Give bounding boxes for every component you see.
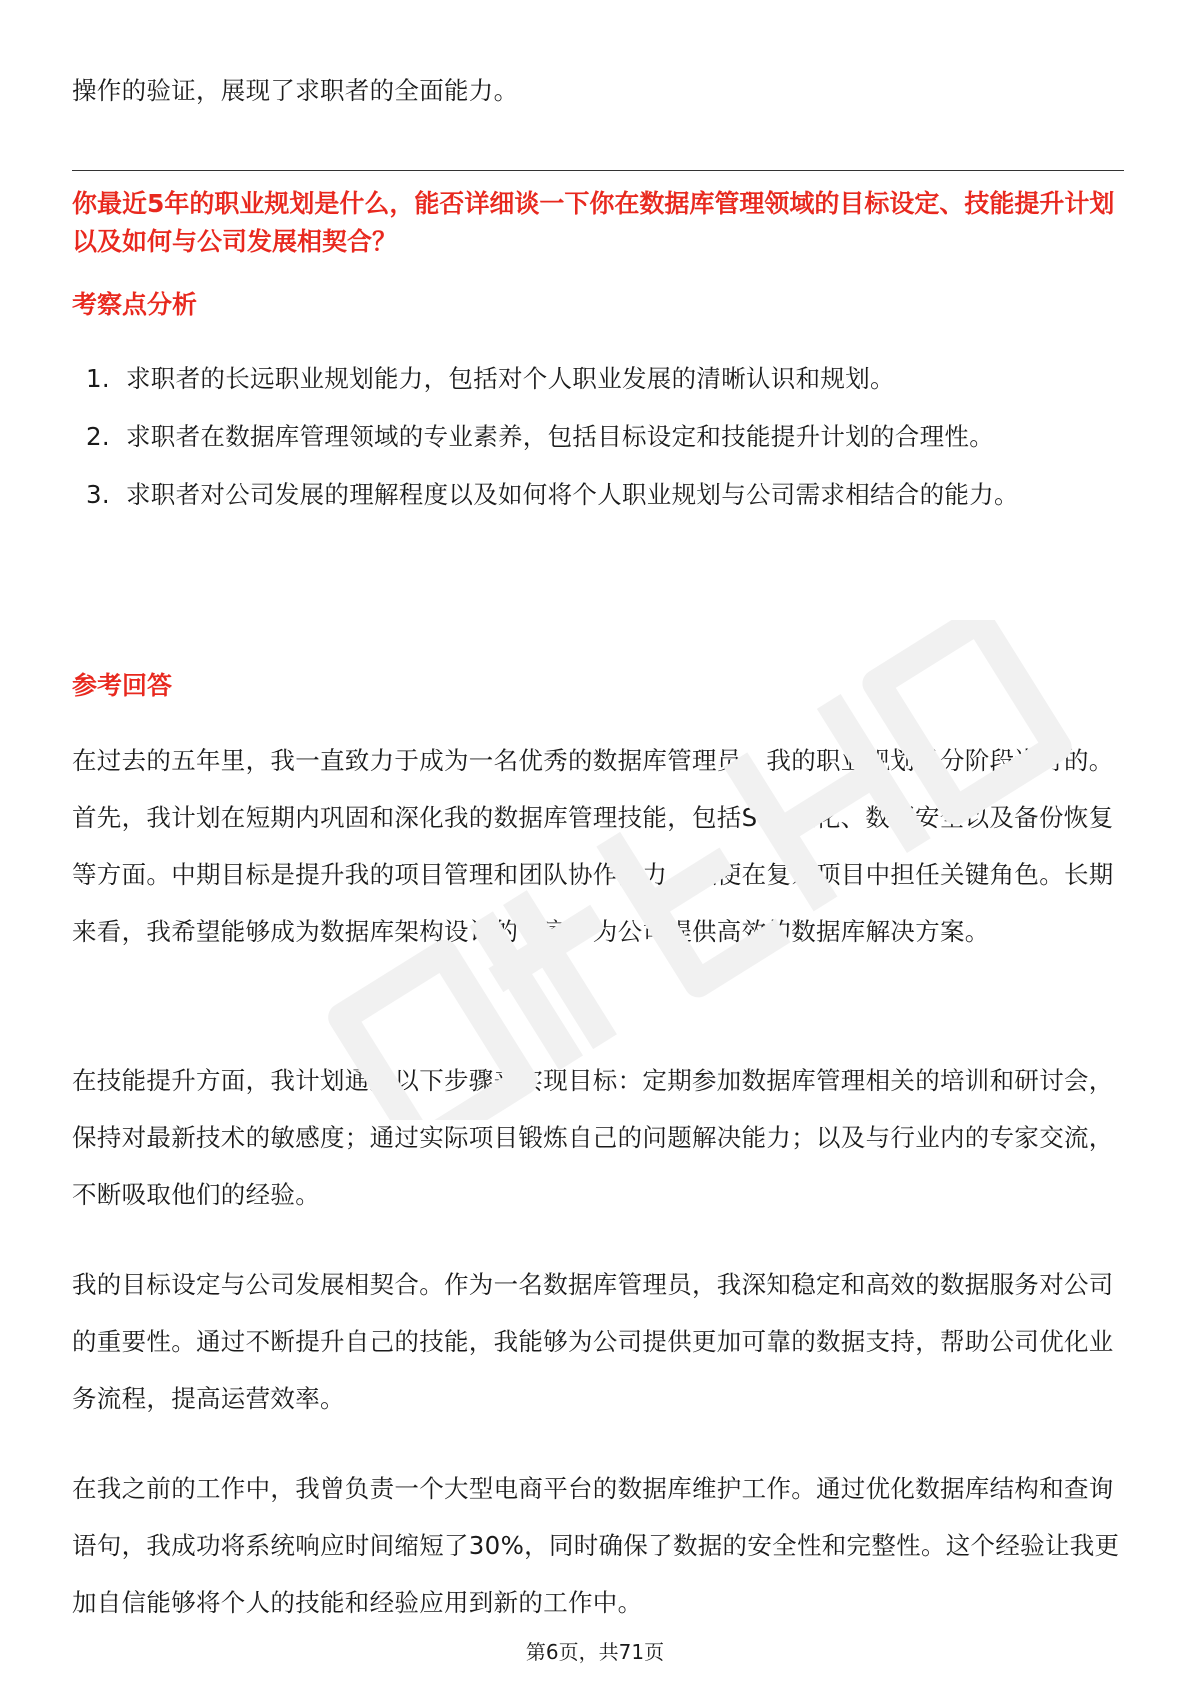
list-item <box>72 408 1124 466</box>
list-item-number: 1. <box>86 364 110 393</box>
list-item-number: 2. <box>86 422 110 451</box>
lead-paragraph: 操作的验证，展现了求职者的全面能力。 <box>72 76 519 105</box>
analysis-title: 考察点分析 <box>72 290 198 319</box>
answer-paragraph: 在技能提升方面，我计划通过以下步骤来实现目标：定期参加数据库管理相关的培训和研讨会，保持对最新技术的敏感度；通过实际项目锻炼自己的问题解决能力；以及与行业内的专家交流，不断吸取他们的经验。 <box>72 1066 1114 1209</box>
list-item-number: 3. <box>86 480 110 509</box>
answer-paragraph: 在我之前的工作中，我曾负责一个大型电商平台的数据库维护工作。通过优化数据库结构和查询语句，我成功将系统响应时间缩短了30%，同时确保了数据的安全性和完整性。这个经验让我更加自信能够将个人的技能和经验应用到新的工作中。 <box>72 1474 1120 1617</box>
answer-paragraph: 我的目标设定与公司发展相契合。作为一名数据库管理员，我深知稳定和高效的数据服务对公司的重要性。通过不断提升自己的技能，我能够为公司提供更加可靠的数据支持，帮助公司优化业务流程，提高运营效率。 <box>72 1270 1114 1413</box>
list-item <box>72 350 1124 408</box>
page-footer: 第6页，共71页 <box>525 1640 665 1664</box>
answer-title: 参考回答 <box>72 671 173 700</box>
section-divider <box>72 170 1124 171</box>
list-item-text: 求职者的长远职业规划能力，包括对个人职业发展的清晰认识和规划。 <box>126 364 895 393</box>
list-item <box>72 466 1124 524</box>
list-item-text: 求职者在数据库管理领域的专业素养，包括目标设定和技能提升计划的合理性。 <box>126 422 994 451</box>
analysis-points-list <box>72 350 1124 524</box>
list-item-text: 求职者对公司发展的理解程度以及如何将个人职业规划与公司需求相结合的能力。 <box>126 480 1019 509</box>
answer-paragraph: 在过去的五年里，我一直致力于成为一名优秀的数据库管理员。我的职业规划是分阶段进行的。首先，我计划在短期内巩固和深化我的数据库管理技能，包括SQL优化、数据安全以及备份恢复等方面。中期目标是提升我的项目管理和团队协作能力，以便在复杂项目中担任关键角色。长期来看，我希望能够成为数据库架构设计的专家，为公司提供高效的数据库解决方案。 <box>72 746 1114 946</box>
question-heading: 你最近5年的职业规划是什么，能否详细谈一下你在数据库管理领域的目标设定、技能提升计划以及如何与公司发展相契合？ <box>72 189 1115 256</box>
